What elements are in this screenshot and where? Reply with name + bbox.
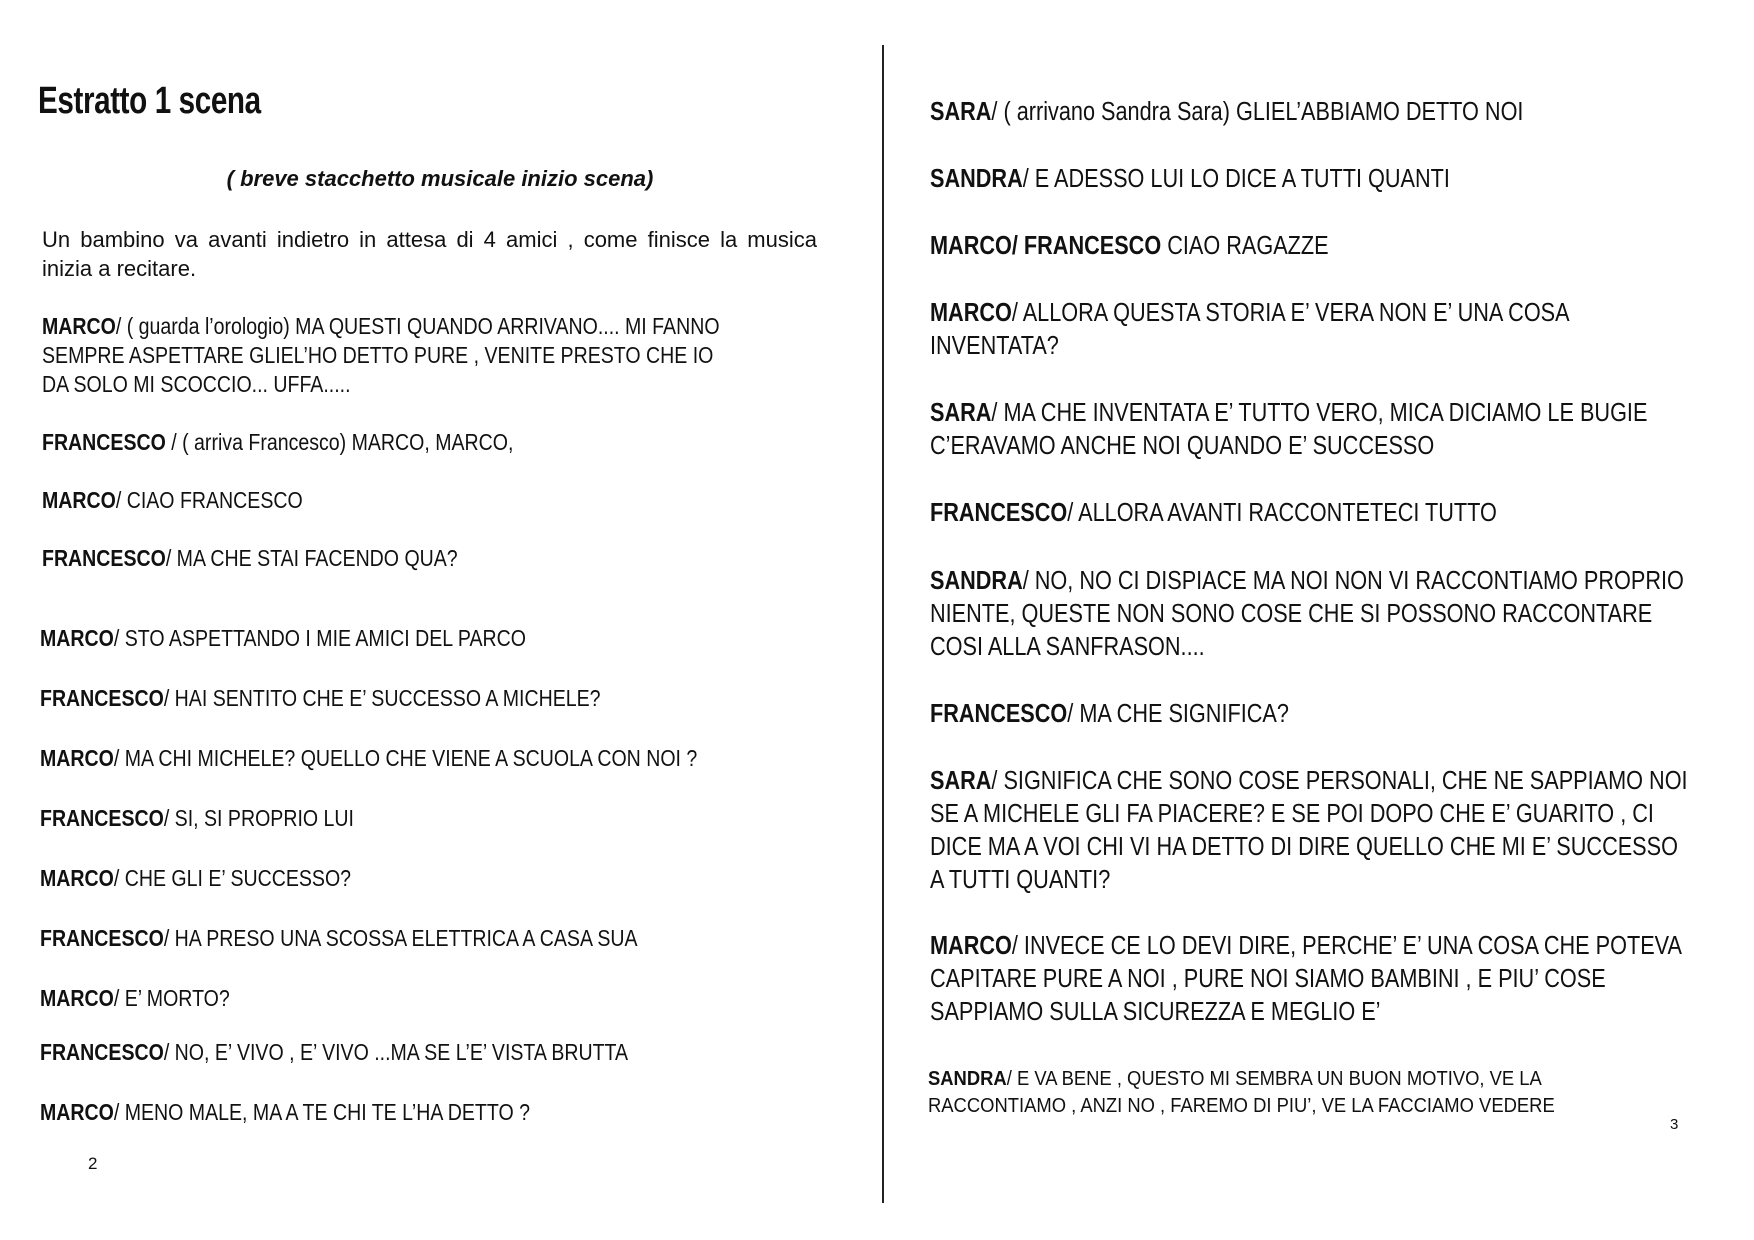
line-text: / ( arrivano Sandra Sara) GLIEL’ABBIAMO DETTO NOI [991, 98, 1524, 126]
script-line [40, 984, 230, 1013]
line-text: / NO, NO CI DISPIACE MA NOI NON VI RACCONTIAMO PROPRIO [1022, 567, 1684, 595]
line-text: / STO ASPETTANDO I MIE AMICI DEL PARCO [113, 625, 526, 651]
line-text: / E’ MORTO? [113, 985, 230, 1011]
stage-direction-subtitle: ( breve stacchetto musicale inizio scena) [226, 166, 654, 191]
line-text: / CHE GLI E’ SUCCESSO? [113, 865, 352, 891]
speaker-name: FRANCESCO [40, 685, 164, 711]
speaker-name: SANDRA [930, 567, 1023, 595]
script-line-continuation: COSI ALLA SANFRASON.... [930, 633, 1205, 661]
speaker-name: SARA [930, 767, 992, 795]
line-text: / MENO MALE, MA A TE CHI TE L’HA DETTO ? [113, 1099, 530, 1125]
speaker-name: SARA [930, 98, 992, 126]
script-line [40, 684, 601, 713]
script-line [930, 930, 1682, 963]
line-text: / MA CHE STAI FACENDO QUA? [165, 545, 458, 571]
script-line [40, 744, 697, 773]
script-line-continuation: DA SOLO MI SCOCCIO... UFFA..... [42, 371, 351, 397]
speaker-name: MARCO [40, 625, 114, 651]
speaker-name: MARCO [930, 932, 1012, 960]
script-line-continuation: SE A MICHELE GLI FA PIACERE? E SE POI DOPO CHE E’ GUARITO , CI [930, 800, 1654, 828]
script-line [930, 96, 1523, 129]
line-text: / E VA BENE , QUESTO MI SEMBRA UN BUON MOTIVO, VE LA [1006, 1068, 1542, 1090]
script-line [42, 486, 303, 515]
line-text: / SIGNIFICA CHE SONO COSE PERSONALI, CHE NE SAPPIAMO NOI [991, 767, 1688, 795]
script-line [42, 428, 513, 457]
script-line-continuation: CAPITARE PURE A NOI , PURE NOI SIAMO BAMBINI , E PIU’ COSE [930, 965, 1606, 993]
line-text: / ALLORA QUESTA STORIA E’ VERA NON E’ UNA COSA [1011, 299, 1570, 327]
speaker-name: MARCO/ FRANCESCO [930, 232, 1162, 260]
speaker-name: FRANCESCO [42, 545, 166, 571]
speaker-name: FRANCESCO [40, 1039, 164, 1065]
script-line [40, 864, 351, 893]
line-text: / HAI SENTITO CHE E’ SUCCESSO A MICHELE? [163, 685, 601, 711]
speaker-name: SANDRA [928, 1068, 1007, 1090]
speaker-name: FRANCESCO [930, 499, 1068, 527]
script-line-continuation: NIENTE, QUESTE NON SONO COSE CHE SI POSSONO RACCONTARE [930, 600, 1653, 628]
script-line-continuation: A TUTTI QUANTI? [930, 866, 1111, 894]
speaker-name: MARCO [40, 745, 114, 771]
speaker-name: MARCO [40, 985, 114, 1011]
page-title: Estratto 1 scena [38, 80, 261, 122]
line-text: / ALLORA AVANTI RACCONTETECI TUTTO [1067, 499, 1497, 527]
script-line [40, 804, 354, 833]
script-line [40, 1038, 628, 1067]
right-page [884, 0, 1754, 1240]
line-text: / MA CHI MICHELE? QUELLO CHE VIENE A SCUOLA CON NOI ? [113, 745, 698, 771]
speaker-name: MARCO [40, 865, 114, 891]
script-line [930, 497, 1497, 530]
script-line-continuation: C’ERAVAMO ANCHE NOI QUANDO E’ SUCCESSO [930, 432, 1435, 460]
script-line-continuation: SEMPRE ASPETTARE GLIEL’HO DETTO PURE , VENITE PRESTO CHE IO [42, 342, 714, 368]
script-line-continuation: INVENTATA? [930, 332, 1059, 360]
line-text: / ( guarda l’orologio) MA QUESTI QUANDO ARRIVANO.... MI FANNO [115, 313, 720, 339]
script-line [40, 1098, 530, 1127]
speaker-name: FRANCESCO [40, 925, 164, 951]
line-text: / E ADESSO LUI LO DICE A TUTTI QUANTI [1022, 165, 1450, 193]
line-text: / ( arriva Francesco) MARCO, MARCO, [165, 429, 514, 455]
line-text: / INVECE CE LO DEVI DIRE, PERCHE’ E’ UNA COSA CHE POTEVA [1011, 932, 1682, 960]
speaker-name: MARCO [42, 313, 116, 339]
line-text: / NO, E’ VIVO , E’ VIVO ...MA SE L’E’ VISTA BRUTTA [163, 1039, 629, 1065]
line-text: / MA CHE INVENTATA E’ TUTTO VERO, MICA DICIAMO LE BUGIE [991, 399, 1648, 427]
script-line [930, 565, 1684, 598]
speaker-name: MARCO [42, 487, 116, 513]
line-text: CIAO RAGAZZE [1161, 232, 1329, 260]
line-text: / HA PRESO UNA SCOSSA ELETTRICA A CASA SUA [163, 925, 638, 951]
script-line [928, 1066, 1542, 1093]
script-line [930, 230, 1329, 263]
script-line [40, 924, 638, 953]
script-line [930, 698, 1289, 731]
line-text: / SI, SI PROPRIO LUI [163, 805, 354, 831]
page-number: 2 [88, 1154, 98, 1173]
speaker-name: MARCO [930, 299, 1012, 327]
script-line-continuation: RACCONTIAMO , ANZI NO , FAREMO DI PIU’, VE LA FACCIAMO VEDERE [928, 1095, 1555, 1117]
script-line-continuation: SAPPIAMO SULLA SICUREZZA E MEGLIO E’ [930, 998, 1381, 1026]
page-number: 3 [1670, 1116, 1679, 1133]
script-line [40, 624, 526, 653]
script-line [930, 765, 1688, 798]
speaker-name: SARA [930, 399, 992, 427]
line-text: / MA CHE SIGNIFICA? [1067, 700, 1289, 728]
script-line [42, 312, 720, 341]
speaker-name: FRANCESCO [930, 700, 1068, 728]
speaker-name: MARCO [40, 1099, 114, 1125]
speaker-name: FRANCESCO [42, 429, 166, 455]
script-line-continuation: DICE MA A VOI CHI VI HA DETTO DI DIRE QUELLO CHE MI E’ SUCCESSO [930, 833, 1678, 861]
script-line [42, 544, 458, 573]
intro-paragraph: Un bambino va avanti indietro in attesa di 4 amici , come finisce la musica inizia a recitare. [42, 227, 817, 281]
speaker-name: FRANCESCO [40, 805, 164, 831]
line-text: / CIAO FRANCESCO [115, 487, 303, 513]
speaker-name: SANDRA [930, 165, 1023, 193]
script-line [930, 163, 1450, 196]
script-line [930, 397, 1647, 430]
script-line [930, 297, 1570, 330]
